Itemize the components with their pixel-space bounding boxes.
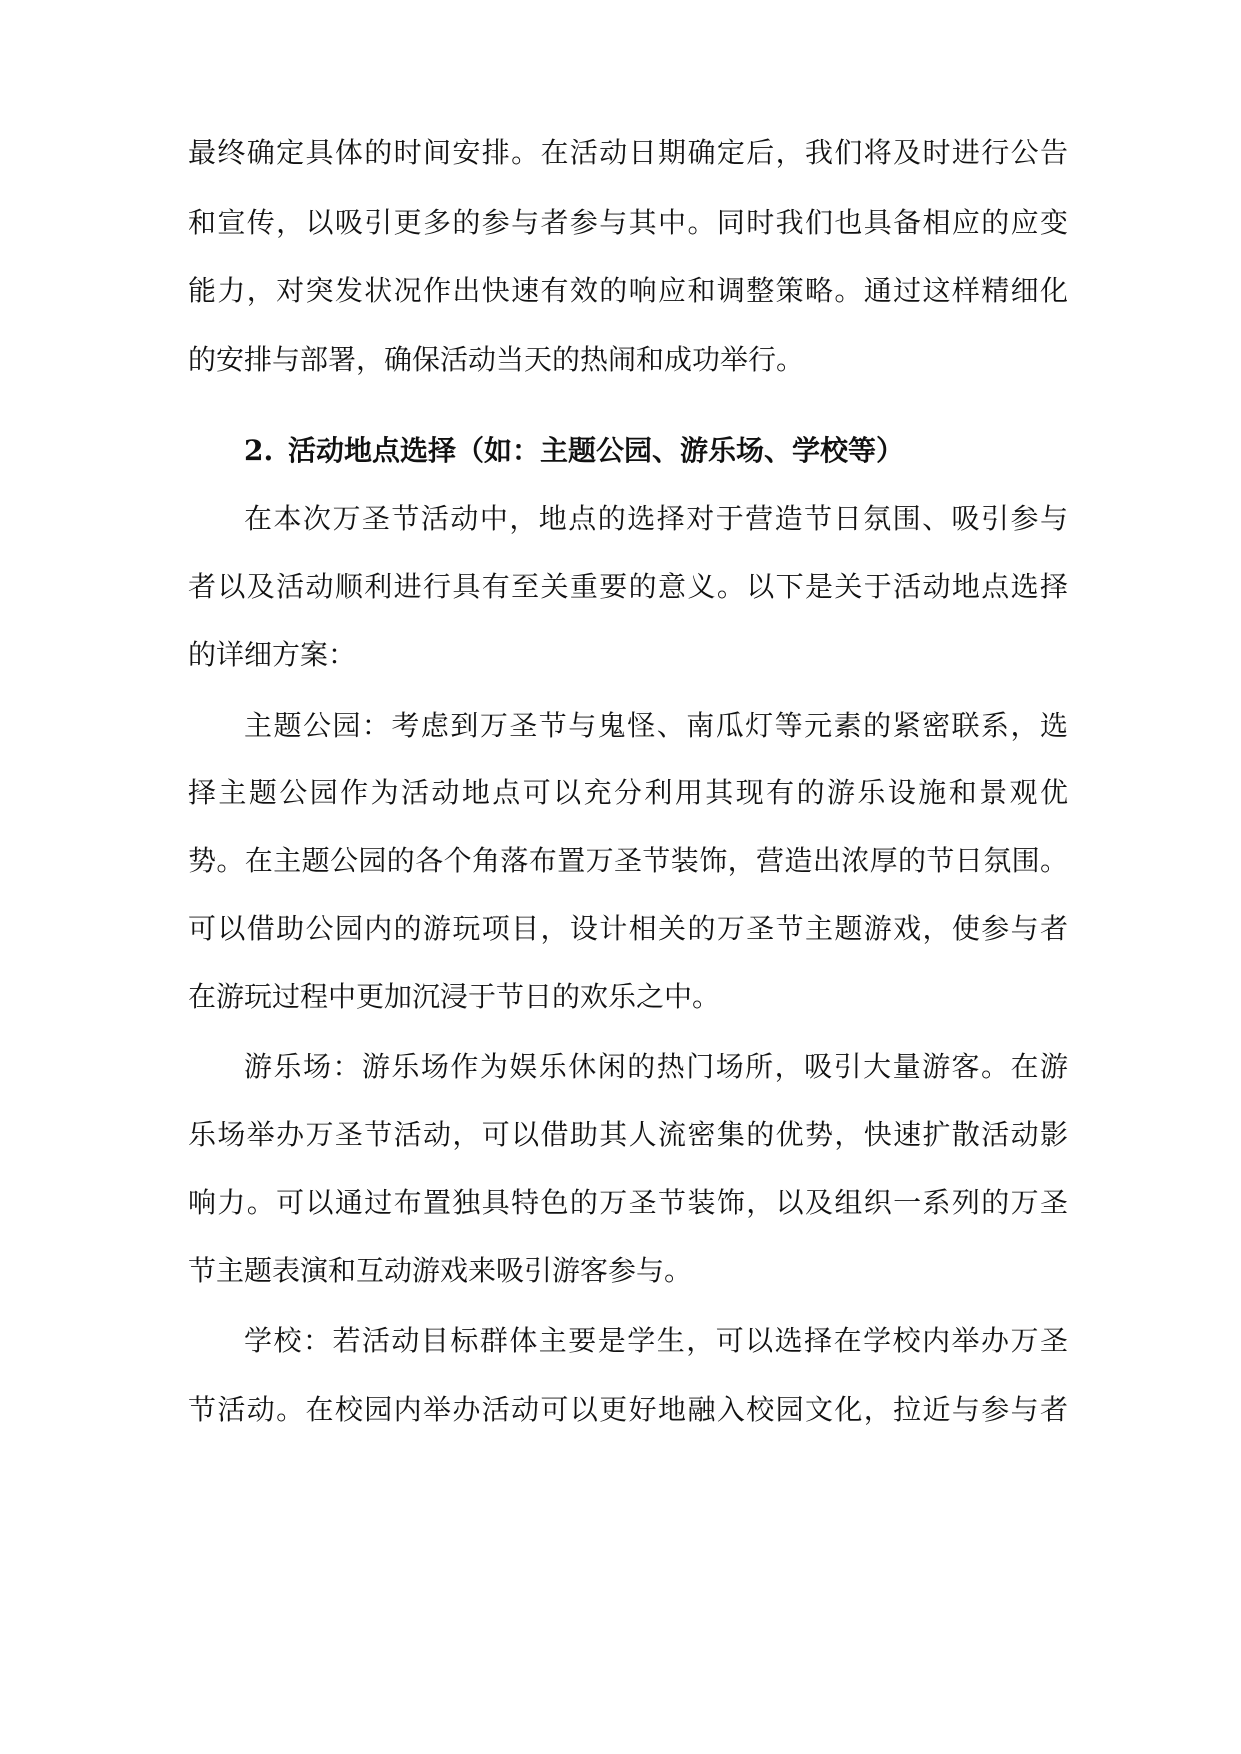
text-line: 节主题表演和互动游戏来吸引游客参与。 <box>188 1254 693 1287</box>
text-line: 的安排与部署，确保活动当天的热闹和成功举行。 <box>188 343 805 376</box>
document-page <box>188 0 1068 1754</box>
text-line: 最终确定具体的时间安排。在活动日期确定后，我们将及时进行公告 <box>188 136 1068 169</box>
text-line: 节活动。在校园内举办活动可以更好地融入校园文化，拉近与参与者 <box>188 1393 1068 1426</box>
text-line: 在游玩过程中更加沉浸于节日的欢乐之中。 <box>188 980 721 1013</box>
text-line: 学校：若活动目标群体主要是学生，可以选择在学校内举办万圣 <box>244 1324 1068 1357</box>
text-line: 能力，对突发状况作出快速有效的响应和调整策略。通过这样精细化 <box>188 274 1068 307</box>
text-line: 和宣传，以吸引更多的参与者参与其中。同时我们也具备相应的应变 <box>188 206 1068 239</box>
text-line: 主题公园：考虑到万圣节与鬼怪、南瓜灯等元素的紧密联系，选 <box>244 709 1068 742</box>
text-line: 者以及活动顺利进行具有至关重要的意义。以下是关于活动地点选择 <box>188 570 1068 603</box>
text-line: 在本次万圣节活动中，地点的选择对于营造节日氛围、吸引参与 <box>244 502 1068 535</box>
text-line: 响力。可以通过布置独具特色的万圣节装饰，以及组织一系列的万圣 <box>188 1186 1068 1219</box>
text-line: 择主题公园作为活动地点可以充分利用其现有的游乐设施和景观优 <box>188 776 1068 809</box>
text-line: 势。在主题公园的各个角落布置万圣节装饰，营造出浓厚的节日氛围。 <box>188 844 1068 877</box>
text-line: 游乐场：游乐场作为娱乐休闲的热门场所，吸引大量游客。在游 <box>244 1050 1068 1083</box>
section-title: 活动地点选择（如：主题公园、游乐场、学校等） <box>288 434 905 467</box>
text-line: 可以借助公园内的游玩项目，设计相关的万圣节主题游戏，使参与者 <box>188 912 1068 945</box>
text-line: 乐场举办万圣节活动，可以借助其人流密集的优势，快速扩散活动影 <box>188 1118 1068 1151</box>
section-number: 2. <box>244 434 274 467</box>
section-heading <box>244 431 1068 471</box>
text-line: 的详细方案： <box>188 638 357 671</box>
